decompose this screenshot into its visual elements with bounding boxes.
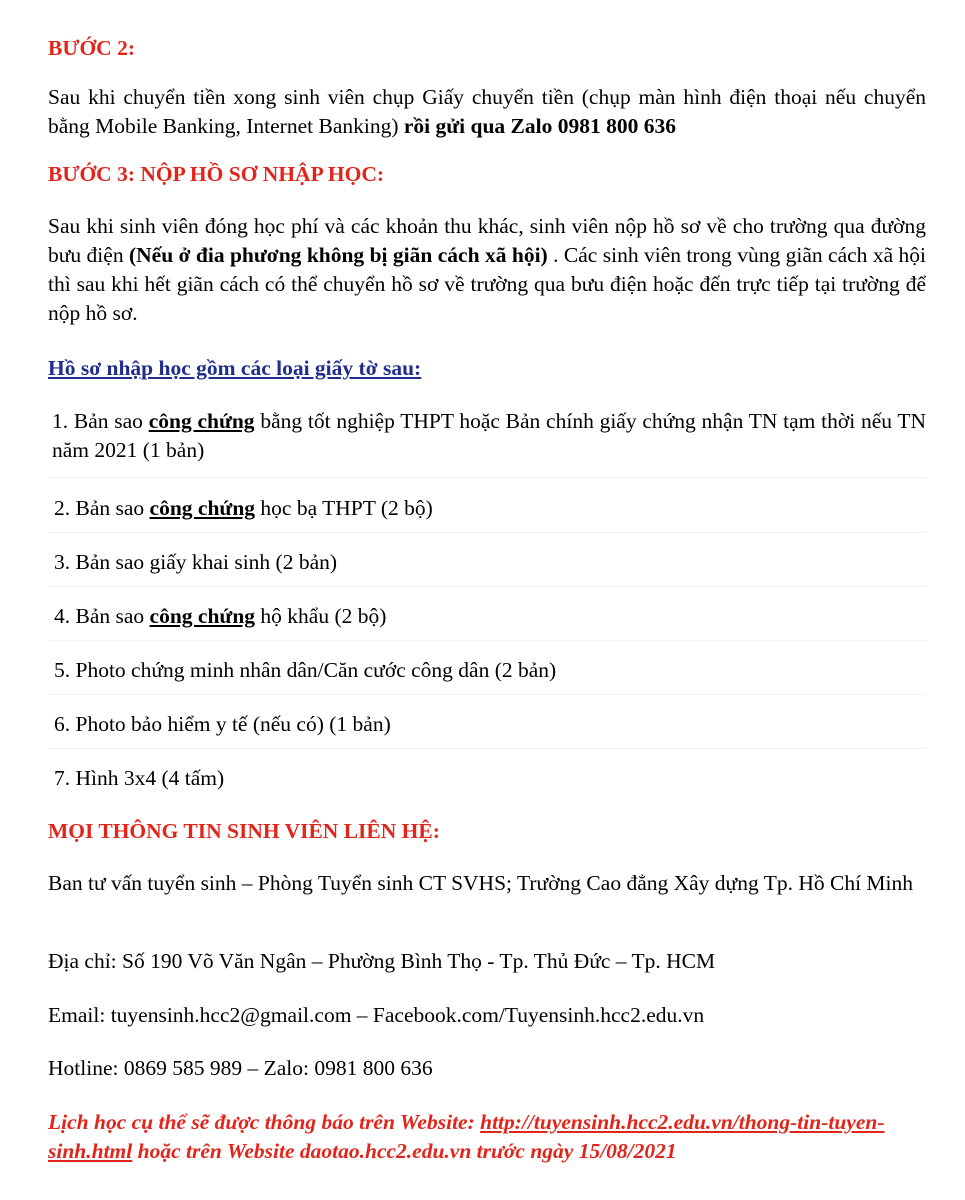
step2-heading: BƯỚC 2: [48,36,135,60]
step2-zalo: rồi gửi qua Zalo 0981 800 636 [403,114,676,138]
step3-condition: (Nếu ở đia phương không bị giãn cách xã hội) [128,243,548,267]
notarized-label: công chứng [149,604,256,628]
notarized-label: công chứng [149,496,256,520]
step3-heading: BƯỚC 3: NỘP HỒ SƠ NHẬP HỌC: [48,162,385,186]
schedule-note: Lịch học cụ thể sẽ được thông báo trên Website: http://tuyensinh.hcc2.edu.vn/thong-tin-tuyen-sinh.html hoặc trên Website daotao.hcc2.edu.vn trước ngày 15/08/2021 [48,1110,885,1163]
step2-text: Sau khi chuyển tiền xong sinh viên chụp Giấy chuyển tiền (chụp màn hình điện thoại nếu chuyển bằng Mobile Banking, Internet Banking) [48,85,926,138]
admission-link[interactable]: http://tuyensinh.hcc2.edu.vn/thong-tin-tuyen-sinh.html [48,1110,885,1163]
step3-paragraph [48,212,926,328]
contact-org: Ban tư vấn tuyển sinh – Phòng Tuyển sinh CT SVHS; Trường Cao đẳng Xây dựng Tp. Hồ Chí Minh [48,871,914,895]
divider [48,748,926,749]
divider [48,586,926,587]
step2-paragraph [48,83,926,141]
document-item-5: 5. Photo chứng minh nhân dân/Căn cước công dân (2 bản) [54,658,557,682]
document-item-3: 3. Bản sao giấy khai sinh (2 bản) [54,550,338,574]
document-item-2: 2. Bản sao công chứng học bạ THPT (2 bộ) [54,496,433,520]
document-item-1: 1. Bản sao công chứng bằng tốt nghiệp THPT hoặc Bản chính giấy chứng nhận TN tạm thời nếu TN năm 2021 (1 bản) [52,409,927,462]
step3-text-a: Sau khi sinh viên đóng học phí và các khoản thu khác, sinh viên nộp hồ sơ về cho trường qua đường bưu điện [48,214,926,267]
document-item-7: 7. Hình 3x4 (4 tấm) [54,766,225,790]
document-item-6: 6. Photo bảo hiểm y tế (nếu có) (1 bản) [54,712,391,736]
document-item-4: 4. Bản sao công chứng hộ khẩu (2 bộ) [54,604,387,628]
notarized-label: công chứng [148,409,255,433]
divider [48,477,926,478]
divider [48,640,926,641]
documents-heading[interactable]: Hồ sơ nhập học gồm các loại giấy tờ sau: [48,356,422,380]
contact-heading: MỌI THÔNG TIN SINH VIÊN LIÊN HỆ: [48,819,440,843]
contact-address: Địa chỉ: Số 190 Võ Văn Ngân – Phường Bình Thọ - Tp. Thủ Đức – Tp. HCM [48,949,716,973]
contact-email[interactable]: Email: tuyensinh.hcc2@gmail.com – Facebook.com/Tuyensinh.hcc2.edu.vn [48,1003,705,1027]
divider [48,532,926,533]
step3-text-c: . Các sinh viên trong vùng giãn cách xã hội thì sau khi hết giãn cách có thể chuyển hồ sơ về trường qua bưu điện hoặc đến trực tiếp tại trường để nộp hồ sơ. [48,243,926,325]
divider [48,694,926,695]
contact-hotline: Hotline: 0869 585 989 – Zalo: 0981 800 636 [48,1056,433,1080]
